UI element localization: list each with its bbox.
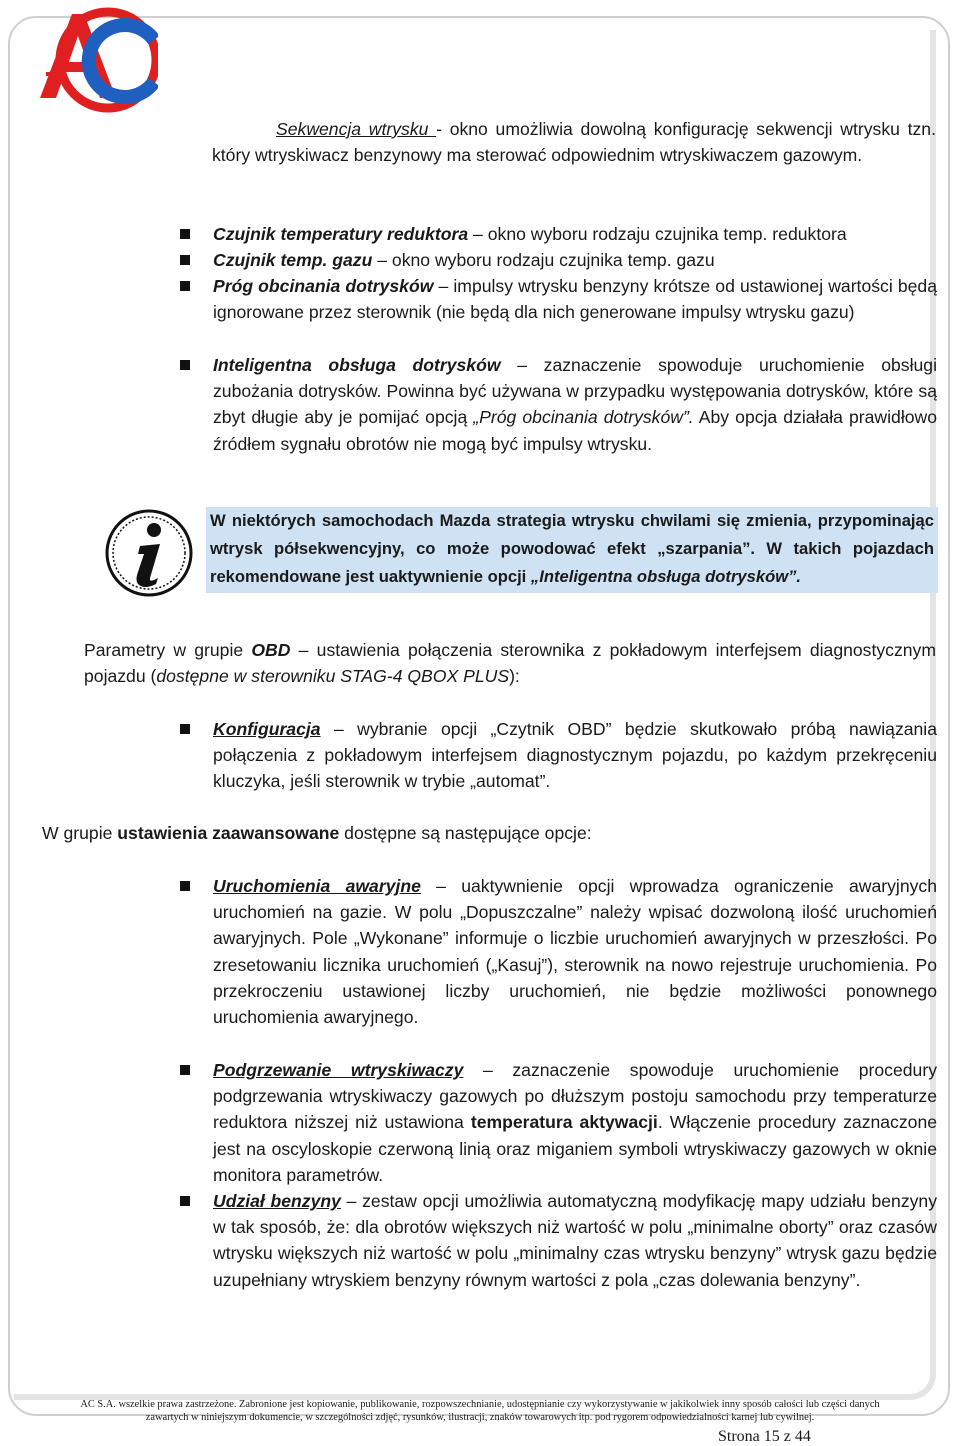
obd-mid: – ustawienia połączenia sterownika z pokładowym interfejsem diagnostycznym pojazdu ( [84, 640, 936, 687]
footer [0, 1398, 960, 1424]
list-item [213, 1057, 937, 1188]
bullet-icon [180, 724, 190, 734]
list-item-desc: – impulsy wtrysku benzyny krótsze od ustawionej wartości będą ignorowane przez sterownik (nie będą dla nich generowane impulsy wtrysku gazu) [213, 276, 937, 323]
list-item-term: Czujnik temperatury reduktora [213, 224, 469, 244]
list-item-term: Inteligentna obsługa dotrysków [213, 355, 501, 375]
obd-pre: Parametry w grupie [84, 640, 252, 660]
bullet-icon [180, 281, 190, 291]
bullet-icon [180, 360, 190, 370]
obd-post: ): [509, 666, 520, 687]
list-item-desc: Aby opcja działała prawidłowo źródłem sygnału obrotów nie mogą być impulsy wtrysku. [213, 407, 937, 454]
note-ref: „Inteligentna obsługa dotrysków”. [530, 567, 802, 586]
list-item-ref: „Próg obcinania dotrysków”. [473, 407, 694, 428]
bullet-icon [180, 1065, 190, 1075]
bullet-icon [180, 255, 190, 265]
list-item-term: Konfiguracja [213, 719, 321, 739]
obd-term: OBD [251, 640, 291, 660]
info-icon [104, 508, 194, 598]
adv-paragraph [42, 820, 936, 846]
list-item-term: Próg obcinania dotrysków [213, 276, 434, 296]
note-text: W niektórych samochodach Mazda strategia wtrysku chwilami się zmienia, przypominając wtrysk półsekwencyjny, co może powodować efekt „szarpania”. W takich pojazdach rekomendowane jest uaktywnienie opcji [210, 511, 934, 586]
sekwencja-desc: - okno umożliwia dowolną konfigurację sekwencji wtrysku tzn. który wtryskiwacz benzynowy ma sterować odpowiednim wtryskiwaczem gazowym. [212, 119, 936, 166]
list-item-term: Podgrzewanie wtryskiwaczy [213, 1060, 464, 1080]
list-item [213, 273, 937, 325]
note-box [206, 507, 938, 593]
adv-post: dostępne są następujące opcje: [339, 823, 592, 843]
list-item-desc: – zaznaczenie spowoduje uruchomienie procedury podgrzewania wtryskiwaczy gazowych po dłuższym postoju samochodu przy temperaturze reduktora niższej niż ustawiona [213, 1060, 937, 1133]
page-number: Strona 15 z 44 [718, 1428, 811, 1445]
list-item [213, 247, 937, 273]
list-item-term: Udział benzyny [213, 1191, 341, 1211]
list-item-desc: – zaznaczenie spowoduje uruchomienie obsługi zubożania dotrysków. Powinna być używana w przypadku występowania dotrysków, które są zbyt długie aby je pomijać opcją [213, 355, 937, 428]
list-item-desc: – wybranie opcji „Czytnik OBD” będzie skutkowało próbą nawiązania połączenia z pokładowym interfejsem diagnostycznym pojazdu, po każdym przekręceniu kluczyka, jeśli sterownik w trybie „automat”. [213, 719, 937, 792]
list-item [213, 1188, 937, 1293]
list-item [213, 221, 937, 247]
bullet-icon [180, 229, 190, 239]
list-item [213, 873, 937, 1030]
adv-pre: W grupie [42, 823, 118, 843]
list-item-desc: – zestaw opcji umożliwia automatyczną modyfikację mapy udziału benzyny w tak sposób, że: dla obrotów większych niż wartość w polu „minimalne oborty” oraz czasów wtrysku większych niż wartość w polu „minimalny czas wtrysku benzyny” wtrysk gazu będzie uzupełniany wtryskiem benzyny równym wartości z pola „czas dolewania benzyny”. [213, 1191, 938, 1290]
list-item-bold: temperatura aktywacji [470, 1112, 658, 1133]
list-item-desc: – okno wyboru rodzaju czujnika temp. reduktora [468, 224, 847, 244]
list-item-desc: – okno wyboru rodzaju czujnika temp. gazu [372, 250, 715, 270]
footer-line: zawartych w niniejszym dokumencie, w szczególności zdjęć, rysunków, ilustracji, znaków towarowych itp. pod rygorem odpowiedzialności karnej lub cywilnej. [145, 1412, 815, 1423]
footer-line: AC S.A. wszelkie prawa zastrzeżone. Zabronione jest kopiowanie, publikowanie, rozpowszechnianie, udostępnianie czy wykorzystywanie w jakikolwiek inny sposób całości lub części danych [80, 1399, 880, 1410]
adv-term: ustawienia zaawansowane [117, 823, 340, 843]
bullet-icon [180, 1196, 190, 1206]
sekwencja-paragraph [212, 116, 936, 168]
obd-paragraph [84, 637, 936, 689]
list-item-desc: . Włączenie procedury zaznaczone jest na oscyloskopie czerwoną linią oraz miganiem symboli wtryskiwaczy gazowych w oknie monitora parametrów. [213, 1112, 938, 1185]
list-item [213, 352, 937, 457]
ac-logo [20, 2, 158, 114]
list-item-desc: – uaktywnienie opcji wprowadza ograniczenie awaryjnych uruchomień na gazie. W polu „Dopuszczalne” należy wpisać dozwoloną ilość uruchomień awaryjnych. Pole „Wykonane” informuje o liczbie uruchomień awaryjnych w przeszłości. Po zresetowaniu licznika uruchomień („Kasuj”), sterownik na nowo rejestruje uruchomienia. Po przekroczeniu ustawionej liczby uruchomień, nie będzie możliwości ponownego uruchomienia awaryjnego. [213, 876, 937, 1028]
bullet-icon [180, 881, 190, 891]
sekwencja-term: Sekwencja wtrysku [276, 119, 437, 139]
obd-paren: dostępne w sterowniku STAG-4 QBOX PLUS [156, 666, 510, 687]
list-item-term: Uruchomienia awaryjne [213, 876, 421, 896]
list-item-term: Czujnik temp. gazu [213, 250, 373, 270]
list-item [213, 716, 937, 795]
